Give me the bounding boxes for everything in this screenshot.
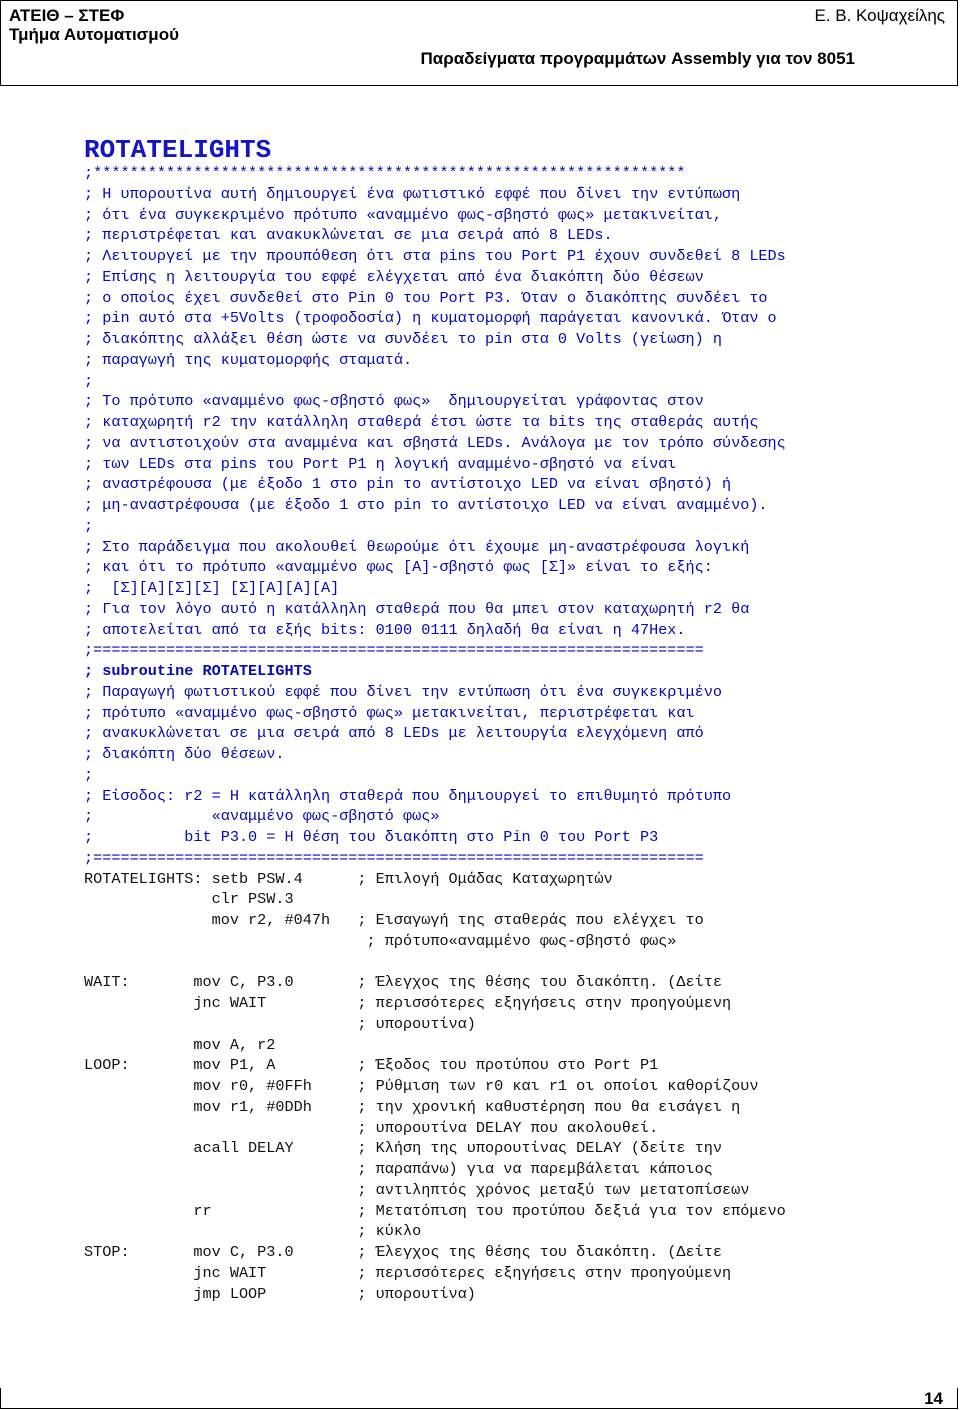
code-line: ; subroutine ROTATELIGHTS: [84, 662, 312, 680]
code-line: ; κύκλο: [84, 1222, 422, 1241]
code-line: ; διακόπτης αλλάξει θέση ώστε να συνδέει το pin στα 0 Volts (γείωση) η: [84, 330, 722, 348]
code-line: ; υπορουτίνα DELAY που ακολουθεί.: [84, 1118, 659, 1137]
code-line: ; «αναμμένο φως-σβηστό φως»: [84, 807, 440, 826]
section-title: ROTATELIGHTS: [84, 135, 272, 165]
code-line: LOOP: mov P1, A ; Έξοδος του προτύπου στο Port P1: [84, 1056, 659, 1075]
code-line: ; μη-αναστρέφουσα (με έξοδο 1 στο pin το αντίστοιχο LED να είναι αναμμένο).: [84, 496, 768, 514]
header-institution: ΑΤΕΙΘ – ΣΤΕΦ: [9, 6, 125, 25]
code-line: ; πρότυπο «αναμμένο φως-σβηστό φως» μετακινείται, περιστρέφεται και: [84, 703, 695, 722]
code-line: ; ανακυκλώνεται σε μια σειρά από 8 LEDs με λειτουργία ελεγχόμενη από: [84, 724, 704, 743]
footer-border-bottom: [0, 1408, 958, 1409]
code-line: ; Παραγωγή φωτιστικού εφφέ που δίνει την εντύπωση ότι ένα συγκεκριμένο: [84, 682, 722, 701]
code-line: jmp LOOP ; υπορουτίνα): [84, 1284, 476, 1303]
code-line: ; ότι ένα συγκεκριμένο πρότυπο «αναμμένο φως-σβηστό φως» μετακινείται,: [84, 205, 722, 224]
code-line: ; και ότι το πρότυπο «αναμμένο φως [Α]-σβηστό φως [Σ]» είναι το εξής:: [84, 558, 713, 577]
code-line: ;===================================================================: [84, 848, 704, 867]
code-line: rr ; Μετατόπιση του προτύπου δεξιά για τον επόμενο: [84, 1201, 786, 1220]
code-line: ; Στο παράδειγμα που ακολουθεί θεωρούμε ότι έχουμε μη-αναστρέφουσα λογική: [84, 537, 750, 556]
code-line: ;: [84, 765, 94, 784]
code-line: ; Λειτουργεί με την προυπόθεση ότι στα pins του Port P1 έχουν συνδεθεί 8 LEDs: [84, 247, 786, 265]
code-line: clr PSW.3: [84, 890, 294, 909]
code-line: ; περιστρέφεται και ανακυκλώνεται σε μια σειρά από 8 LEDs.: [84, 226, 613, 245]
code-line: ;*****************************************************************: [84, 164, 686, 182]
header-department: Τμήμα Αυτοματισμού: [9, 25, 179, 44]
code-line: WAIT: mov C, P3.0 ; Έλεγχος της θέσης του διακόπτη. (Δείτε: [84, 973, 722, 992]
code-line: ; των LEDs στα pins του Port P1 η λογική αναμμένο-σβηστό να είναι: [84, 454, 677, 473]
code-line: ; καταχωρητή r2 την κατάλληλη σταθερά έτσι ώστε τα bits της σταθεράς αυτής: [84, 413, 759, 431]
code-line: jnc WAIT ; περισσότερες εξηγήσεις στην προηγούμενη: [84, 1263, 732, 1282]
code-line: mov A, r2: [84, 1035, 276, 1054]
header-subject: Παραδείγματα προγραμμάτων Assembly για τον 8051: [420, 49, 855, 68]
code-line: ;===================================================================: [84, 641, 704, 660]
header-author: Ε. Β. Κοψαχείλης: [814, 6, 945, 25]
code-line: ; αποτελείται από τα εξής bits: 0100 0111 δηλαδή θα είναι η 47Hex.: [84, 620, 686, 639]
code-line: ; υπορουτίνα): [84, 1014, 476, 1033]
code-line: mov r0, #0FFh ; Ρύθμιση των r0 και r1 οι οποίοι καθορίζουν: [84, 1077, 759, 1095]
code-line: STOP: mov C, P3.0 ; Έλεγχος της θέσης του διακόπτη. (Δείτε: [84, 1243, 722, 1261]
code-line: ; Είσοδος: r2 = Η κατάλληλη σταθερά που δημιουργεί το επιθυμητό πρότυπο: [84, 786, 732, 805]
code-line: ; [Σ][Α][Σ][Σ] [Σ][Α][Α][Α]: [84, 579, 340, 597]
footer-border-right: [957, 1388, 958, 1409]
code-line: ; Για τον λόγο αυτό η κατάλληλη σταθερά που θα μπει στον καταχωρητή r2 θα: [84, 599, 750, 618]
code-line: acall DELAY ; Κλήση της υπορουτίνας DELAY (δείτε την: [84, 1139, 722, 1158]
code-line: ; αντιληπτός χρόνος μεταξύ των μετατοπίσεων: [84, 1180, 750, 1199]
code-line: ;: [84, 371, 94, 390]
code-line: ; πρότυπο«αναμμένο φως-σβηστό φως»: [84, 931, 677, 950]
page-header: [0, 0, 958, 86]
code-line: ; παραγωγή της κυματομορφής σταματά.: [84, 350, 413, 369]
code-line: ; παραπάνω) για να παρεμβάλεται κάποιος: [84, 1160, 713, 1178]
code-line: ; Η υπορουτίνα αυτή δημιουργεί ένα φωτιστικό εφφέ που δίνει την εντύπωση: [84, 184, 741, 203]
code-line: ; Το πρότυπο «αναμμένο φως-σβηστό φως» δημιουργείται γράφοντας στον: [84, 392, 704, 411]
code-line: ; pin αυτό στα +5Volts (τροφοδοσία) η κυματομορφή παράγεται κανονικά. Όταν ο: [84, 309, 777, 328]
code-line: ;: [84, 516, 94, 535]
code-line: ; ο οποίος έχει συνδεθεί στο Pin 0 του Port P3. Όταν ο διακόπτης συνδέει το: [84, 288, 768, 307]
code-listing: [84, 163, 954, 1304]
code-line: [84, 952, 954, 973]
code-line: ; bit P3.0 = Η θέση του διακόπτη στο Pin 0 του Port P3: [84, 828, 659, 846]
code-line: ; να αντιστοιχούν στα αναμμένα και σβηστά LEDs. Ανάλογα με τον τρόπο σύνδεσης: [84, 433, 786, 452]
code-line: ; διακόπτη δύο θέσεων.: [84, 745, 285, 763]
code-line: ROTATELIGHTS: setb PSW.4 ; Επιλογή Ομάδας Καταχωρητών: [84, 869, 613, 888]
code-line: mov r1, #0DDh ; την χρονική καθυστέρηση που θα εισάγει η: [84, 1097, 741, 1116]
code-line: jnc WAIT ; περισσότερες εξηγήσεις στην προηγούμενη: [84, 994, 732, 1012]
footer-border-left: [0, 1388, 1, 1409]
page-number: 14: [924, 1389, 943, 1408]
code-line: mov r2, #047h ; Εισαγωγή της σταθεράς που ελέγχει το: [84, 911, 704, 929]
code-line: ; Επίσης η λειτουργία του εφφέ ελέγχεται από ένα διακόπτη δύο θέσεων: [84, 267, 704, 286]
code-line: ; αναστρέφουσα (με έξοδο 1 στο pin το αντίστοιχο LED να είναι σβηστό) ή: [84, 475, 732, 494]
